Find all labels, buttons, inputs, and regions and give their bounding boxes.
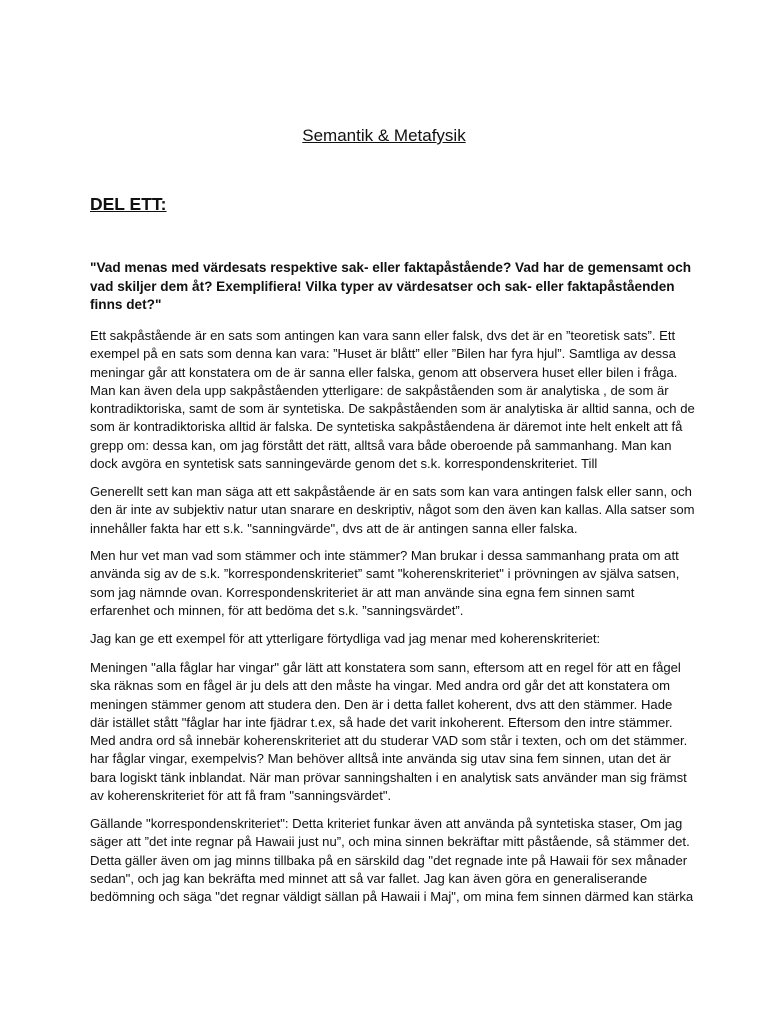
paragraph-3 — [90, 547, 690, 620]
text-line: bedömning och säga "det regnar väldigt sällan på Hawaii i Maj", om mina fem sinnen därmed kan stärka — [90, 889, 694, 905]
text-line: vad skiljer dem åt? Exemplifiera! Vilka typer av värdesatser och sak- eller faktapåståenden — [90, 278, 675, 294]
text-line: meningar går att konstatera om de är sanna eller falska, genom att observera huset eller bilen i fråga. — [90, 364, 678, 380]
text-line: som jag nämnde ovan. Korrespondenskriteriet är att man använde sina egna fem sinnen samt — [90, 584, 635, 600]
paragraph-1 — [90, 327, 695, 473]
text-line: Med andra ord så innebär koherenskriteriet att du studerar VAD som står i texten, och om det stämmer. — [90, 733, 688, 749]
text-line: Detta gäller även om jag minns tillbaka på en särskild dag "det regnade inte på Hawaii för sex månader — [90, 852, 688, 868]
text-line: Man kan även dela upp sakpåståenden ytterligare: de sakpåståenden som är analytiska , de som är — [90, 382, 669, 398]
paragraph-4 — [90, 630, 690, 648]
text-line: Generellt sett kan man säga att ett sakpåstående är en sats som kan vara antingen falsk eller sann, och — [90, 484, 692, 499]
text-line: meningen stämmer genom att studera den. Den är i detta fallet koherent, dvs att den stämmer. Hade — [90, 696, 673, 712]
text-line: exempel på en sats som denna kan vara: ”Huset är blått” eller ”Bilen har fyra hjul”. Samtliga av dessa — [90, 346, 676, 362]
question-paragraph — [90, 259, 690, 315]
text-line: Jag kan ge ett exempel för att ytterligare förtydliga vad jag menar med koherenskriteriet: — [90, 631, 601, 646]
paragraph-5 — [90, 659, 690, 805]
text-line: Gällande "korrespondenskriteriet": Detta kriteriet funkar även att använda på syntetiska staser, Om jag — [90, 816, 683, 831]
paragraph-6 — [90, 815, 694, 906]
text-line: den är inte av subjektiv natur utan snarare en deskriptiv, något som den även kan kallas. Alla satser som — [90, 502, 695, 518]
text-line: där istället stått "fåglar har inte fjädrar t.ex, så hade det varit inkoherent. Eftersom den intre stämmer. — [90, 714, 673, 730]
text-line: dock avgöra en syntetisk sats sanningevärde genom det s.k. korrespondenskriteriet. Till — [90, 456, 598, 472]
text-line: använda sig av de s.k. ”korrespondenskriteriet” samt "koherenskriteriet" i prövningen av själva satsen, — [90, 566, 680, 582]
text-line: Ett sakpåstående är en sats som antingen kan vara sann eller falsk, dvs det är en ”teoretisk sats”. Ett — [90, 328, 676, 343]
text-line: kontradiktoriska, samt de som är syntetiska. De sakpåståenden som är analytiska är alltid sanna, och de — [90, 401, 695, 417]
text-line: erfarenhet och minnen, för att bedöma det s.k. ”sanningsvärdet”. — [90, 602, 464, 618]
text-line: ska räknas som en fågel är ju dels att den måste ha vingar. Med andra ord går det att konstatera om — [90, 678, 671, 694]
text-line: har fåglar vingar, exempelvis? Man behöver alltså inte använda sig utav sina fem sinnen, utan det är — [90, 751, 671, 767]
text-line: som är kontradiktoriska alltid är falska. De syntetiska sakpåståendena är däremot inte helt enkelt att få — [90, 419, 683, 435]
text-line: Men hur vet man vad som stämmer och inte stämmer? Man brukar i dessa sammanhang prata om att — [90, 548, 679, 563]
text-line: "Vad menas med värdesats respektive sak- eller faktapåstående? Vad har de gemensamt och — [90, 260, 692, 275]
section-heading: DEL ETT: — [90, 194, 167, 214]
paragraph-2 — [90, 483, 695, 538]
text-line: säger att ”det inte regnar på Hawaii just nu”, och mina sinnen bekräftar mitt påstående, så stämmer det. — [90, 834, 690, 850]
text-line: finns det?" — [90, 297, 162, 312]
text-line: sedan", och jag kan bekräfta med minnet att så var fallet. Jag kan även göra en generaliserande — [90, 870, 648, 886]
text-line: bara logiskt tänk inblandat. När man prövar sanningshalten i en analytisk sats använder man sig främst — [90, 769, 687, 785]
document-title: Semantik & Metafysik — [302, 126, 466, 145]
text-line: grepp om: dessa kan, om jag förstått det rätt, alltså vara både oberoende på sammanhang. Man kan — [90, 437, 672, 453]
text-line: av koherenskriteriet för att få fram "sanningsvärdet". — [90, 788, 392, 804]
text-line: innehåller fakta har ett s.k. "sanningvärde", dvs att de är antingen sanna eller falska. — [90, 520, 578, 536]
text-line: Meningen "alla fåglar har vingar" går lätt att konstatera som sann, eftersom att en regel för att en fågel — [90, 660, 681, 675]
